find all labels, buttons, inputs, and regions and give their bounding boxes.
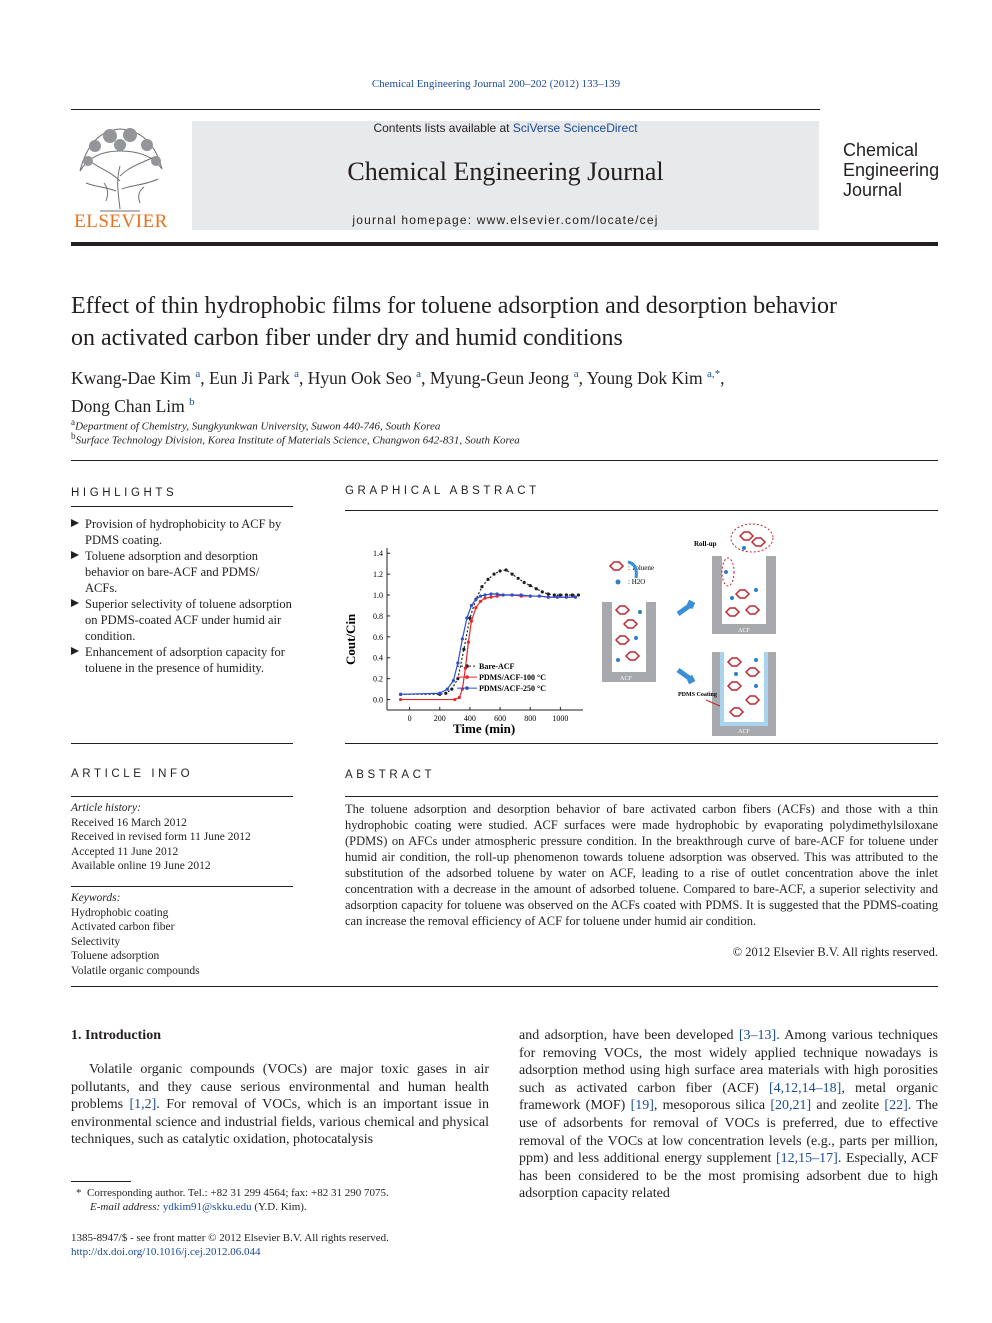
contents-line: Contents lists available at SciVerse ScienceDirect <box>373 121 638 135</box>
data-point <box>489 592 492 595</box>
divider <box>345 796 938 797</box>
data-point <box>547 592 550 595</box>
graphical-abstract-heading: GRAPHICAL ABSTRACT <box>345 485 540 497</box>
x-tick-label: 1000 <box>552 714 569 723</box>
divider <box>71 743 293 744</box>
svg-text:ACF: ACF <box>738 628 750 634</box>
divider <box>345 743 938 744</box>
data-point <box>559 593 562 596</box>
author-list: Kwang-Dae Kim $^a$, Eun Ji Park $^a$, Hyun Ook Seo $^a$, Myung-Geun Jeong $^a$, Young Dok Kim $^{a,*}$, Dong Chan Lim $^b$ <box>71 367 725 416</box>
x-axis-label: Time (min) <box>453 721 516 736</box>
legend-label: PDMS/ACF-250 °C <box>479 684 546 694</box>
data-point <box>470 604 473 607</box>
svg-text:: H2O: : H2O <box>628 578 646 586</box>
data-point <box>474 606 477 609</box>
y-tick-label: 0.4 <box>373 653 383 663</box>
abstract-heading: ABSTRACT <box>345 769 436 781</box>
journal-banner <box>192 121 819 230</box>
divider <box>71 506 293 507</box>
data-point <box>467 640 470 643</box>
highlight-item: Toluene adsorption and desorption behavior on bare-ACF and PDMS/ ACFs. <box>71 548 293 596</box>
x-tick-label: 800 <box>524 714 537 723</box>
author: Hyun Ook Seo <box>307 367 412 388</box>
article-info-heading: ARTICLE INFO <box>71 768 194 780</box>
author: Eun Ji Park <box>209 367 290 388</box>
data-point <box>553 593 556 596</box>
data-point <box>483 593 486 596</box>
section-heading: 1. Introduction <box>71 1028 161 1043</box>
data-point <box>464 667 467 670</box>
data-point <box>535 587 538 590</box>
author: Kwang-Dae Kim <box>71 367 192 388</box>
data-point <box>541 590 544 593</box>
data-point <box>523 581 526 584</box>
data-point <box>446 687 449 690</box>
copyright: © 2012 Elsevier B.V. All rights reserved. <box>732 945 938 959</box>
y-tick-label: 0.0 <box>373 695 383 705</box>
reference-link[interactable]: [22] <box>884 1098 908 1114</box>
data-point <box>577 593 580 596</box>
bullet-triangle-icon <box>71 647 79 655</box>
corresponding-footnote: * Corresponding author. Tel.: +82 31 299 4564; fax: +82 31 290 7075. <box>76 1187 389 1199</box>
data-point <box>399 693 402 696</box>
reference-link[interactable]: [4,12,14–18] <box>768 1080 842 1096</box>
author: Dong Chan Lim <box>71 395 185 416</box>
journal-citation[interactable]: Chemical Engineering Journal 200–202 (2012) 133–139 <box>371 78 621 90</box>
data-point <box>547 596 550 599</box>
data-point <box>450 687 453 690</box>
header-divider <box>71 242 938 246</box>
data-point <box>571 593 574 596</box>
breakthrough-chart <box>345 540 595 740</box>
y-tick-label: 0.6 <box>373 632 383 642</box>
highlight-item: Enhancement of adsorption capacity for toluene in the presence of humidity. <box>71 644 293 676</box>
data-point <box>505 568 508 571</box>
bullet-triangle-icon <box>71 551 79 559</box>
data-point <box>501 593 504 596</box>
x-tick-label: 200 <box>433 714 446 723</box>
legend-label: Bare-ACF <box>479 662 515 672</box>
y-tick-label: 1.2 <box>373 570 383 580</box>
svg-text:: Toluene: : Toluene <box>628 564 655 572</box>
issn-line: 1385-8947/$ - see front matter © 2012 Elsevier B.V. All rights reserved. <box>71 1232 389 1244</box>
data-point <box>399 698 402 701</box>
keywords: Keywords: Hydrophobic coating Activated carbon fiber Selectivity Toluene adsorption Volatile organic compounds <box>71 892 200 977</box>
intro-paragraph: and adsorption, have been developed [3–13]. Among various techniques for removing VOCs, the most widely applied technique nowadays is adsorption method using high surface area materials with high porosities such as activated carbon fiber (ACF) [4,12,14–18], metal organic framework (MOF) [19], mesoporous silica [20,21] and zeolite [22]. The use of adsorbents for removal of VOCs is preferred, due to effective removal of the VOCs at low concentration levels (e.g., parts per million, ppm) and less additional energy supplement [12,15–17]. Especially, ACF has been considered to be the most promising adsorbent due to high adsorption capacity related <box>519 1028 938 1202</box>
y-tick-label: 0.2 <box>373 674 383 684</box>
bullet-triangle-icon <box>71 519 79 527</box>
highlight-item: Superior selectivity of toluene adsorption on PDMS-coated ACF under humid air condition. <box>71 596 293 644</box>
data-point <box>517 577 520 580</box>
reference-link[interactable]: [1,2] <box>129 1097 157 1113</box>
y-axis-label: Cout/Cin <box>343 613 358 665</box>
data-point <box>458 696 461 699</box>
data-point <box>479 600 482 603</box>
data-point <box>511 593 514 596</box>
divider <box>71 886 293 887</box>
publisher-name: ELSEVIER <box>74 211 168 232</box>
data-point <box>574 596 577 599</box>
email-footnote: E-mail address: ydkim91@skku.edu (Y.D. Kim). <box>90 1201 307 1213</box>
svg-text:PDMS Coating: PDMS Coating <box>678 692 717 698</box>
data-point <box>498 569 501 572</box>
data-point <box>479 594 482 597</box>
data-point <box>483 597 486 600</box>
intro-paragraph: Volatile organic compounds (VOCs) are major toxic gases in air pollutants, and they cause serious environmental and human health problems [1,2]. For removal of VOCs, which is an important issue in environmental science and industrial fields, various chemical and physical techniques, such as catalytic oxidation, photocatalysis <box>71 1062 490 1148</box>
y-tick-label: 1.0 <box>373 591 383 601</box>
journal-homepage: journal homepage: www.elsevier.com/locate/cej <box>352 213 659 227</box>
author: Myung-Geun Jeong <box>429 367 570 388</box>
y-tick-label: 1.4 <box>373 549 383 559</box>
data-point <box>538 594 541 597</box>
author: Young Dok Kim <box>586 367 703 388</box>
email-link[interactable]: ydkim91@skku.edu <box>162 1201 252 1213</box>
svg-text:ACF: ACF <box>738 729 750 735</box>
legend-label: PDMS/ACF-100 °C <box>479 673 546 683</box>
reference-link[interactable]: [20,21] <box>770 1098 812 1114</box>
data-point <box>480 585 483 588</box>
divider <box>71 109 820 110</box>
data-point <box>529 584 532 587</box>
reference-link[interactable]: [12,15–17] <box>776 1151 838 1167</box>
homepage-link[interactable]: www.elsevier.com/locate/cej <box>476 213 659 227</box>
data-point <box>565 596 568 599</box>
data-point <box>452 679 455 682</box>
reference-link[interactable]: [3–13] <box>738 1028 777 1043</box>
sciencedirect-link[interactable]: SciVerse ScienceDirect <box>512 121 638 135</box>
data-point <box>461 637 464 640</box>
data-point <box>556 596 559 599</box>
adsorption-schematic <box>596 520 796 740</box>
legend-marker <box>465 675 469 679</box>
y-tick-label: 0.8 <box>373 611 383 621</box>
data-point <box>470 620 473 623</box>
legend-marker <box>465 686 469 690</box>
svg-text:Roll-up: Roll-up <box>694 540 717 548</box>
data-point <box>486 578 489 581</box>
footnote-divider <box>71 1181 131 1182</box>
doi-link[interactable]: http://dx.doi.org/10.1016/j.cej.2012.06.044 <box>71 1246 261 1258</box>
divider <box>71 986 938 987</box>
data-point <box>474 598 477 601</box>
journal-title: Chemical Engineering Journal <box>347 157 664 186</box>
bullet-triangle-icon <box>71 599 79 607</box>
journal-cover-title: Chemical Engineering Journal <box>843 140 940 200</box>
x-tick-label: 400 <box>463 714 476 723</box>
data-point <box>511 573 514 576</box>
reference-link[interactable]: [19] <box>630 1098 654 1114</box>
data-point <box>529 594 532 597</box>
divider <box>345 510 938 511</box>
data-point <box>462 648 465 651</box>
data-point <box>520 593 523 596</box>
data-point <box>444 692 447 695</box>
x-tick-label: 0 <box>407 714 412 723</box>
paper-title: Effect of thin hydrophobic films for toluene adsorption and desorption behavior on activated carbon fiber under dry and humid conditions <box>71 293 838 351</box>
data-point <box>492 573 495 576</box>
data-point <box>438 692 441 695</box>
data-point <box>456 661 459 664</box>
data-point <box>465 616 468 619</box>
data-point <box>489 596 492 599</box>
svg-text:ACF: ACF <box>620 676 632 682</box>
abstract-text: The toluene adsorption and desorption behavior of bare activated carbon fibers (ACFs) and those with a thin hydrophobic coating were studied. ACF surfaces were made hydrophobic by evaporating polydimethylsiloxane (PDMS) on AFCs under atmospheric pressure condition. In the breakthrough curve of bare-ACF for toluene under humid air condition, the roll-up phenomenon towards toluene adsorption was observed. This was attributed to the substitution of the adsorbed toluene by water on ACF, leading to a rise of outlet concentration above the inlet concentration with a decrease in the amount of adsorbed toluene. Compared to bare-ACF, a superior selectivity and adsorption capacity for toluene was observed on the ACFs coated with PDMS. It is suggested that the PDMS-coating can increase the removal efficiency of ACF for toluene under humid air condition. <box>345 802 938 928</box>
affiliation-a: $^a$Department of Chemistry, Sungkyunkwan University, Suwon 440-746, South Korea <box>71 417 441 433</box>
divider <box>71 796 293 797</box>
highlight-item: Provision of hydrophobicity to ACF by PDMS coating. <box>71 516 293 548</box>
divider <box>71 460 938 461</box>
x-tick-label: 600 <box>494 714 507 723</box>
toluene-legend-icon <box>610 562 623 570</box>
article-history: Article history: Received 16 March 2012 Received in revised form 11 June 2012 Accepted 11 June 2012 Available online 19 June 2012 <box>71 802 251 872</box>
data-point <box>468 616 471 619</box>
highlights-list <box>71 516 293 676</box>
affiliation-b: $^b$Surface Technology Division, Korea Institute of Materials Science, Changwon 642-831, South Korea <box>71 431 520 447</box>
data-point <box>453 698 456 701</box>
data-point <box>495 592 498 595</box>
water-legend-icon <box>616 580 621 585</box>
highlights-heading: HIGHLIGHTS <box>71 487 178 499</box>
